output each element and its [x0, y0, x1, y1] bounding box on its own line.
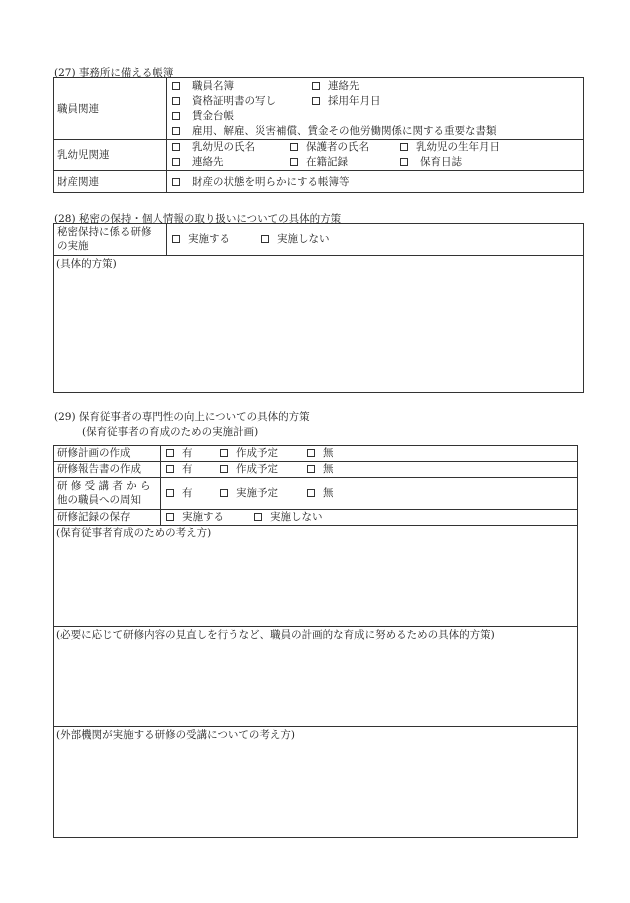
training-record-label: 研修記録の保存: [57, 511, 131, 523]
checkbox-item[interactable]: 作成予定: [220, 463, 278, 476]
checkbox-item[interactable]: 有: [166, 447, 193, 460]
checkbox-item[interactable]: 作成予定: [220, 447, 278, 460]
checkbox: [307, 449, 315, 457]
checkbox-item[interactable]: 保育日誌: [400, 156, 462, 169]
checkbox-item[interactable]: 実施予定: [220, 487, 278, 500]
checkbox: [166, 449, 174, 457]
development-approach-label: (保育従事者育成のための考え方): [56, 527, 212, 539]
checkbox: [172, 235, 180, 243]
checkbox: [312, 97, 320, 105]
checkbox: [261, 235, 269, 243]
checkbox: [307, 465, 315, 473]
checkbox: [307, 489, 315, 497]
asset-row-label: 財産関連: [57, 176, 99, 188]
checkbox: [172, 178, 180, 186]
checkbox: [254, 513, 262, 521]
checkbox-item[interactable]: 財産の状態を明らかにする帳簿等: [172, 176, 350, 189]
checkbox: [166, 513, 174, 521]
checkbox-item[interactable]: 無: [307, 447, 334, 460]
checkbox: [312, 82, 320, 90]
training-plan-label: 研修計画の作成: [57, 447, 131, 459]
development-approach-field[interactable]: [54, 540, 577, 625]
checkbox-item[interactable]: 乳幼児の生年月日: [400, 141, 500, 154]
checkbox: [172, 97, 180, 105]
checkbox: [166, 465, 174, 473]
checkbox-item[interactable]: 連絡先: [312, 80, 360, 93]
checkbox-item[interactable]: 雇用、解雇、災害補償、賃金その他労働関係に関する重要な書類: [172, 125, 497, 138]
checkbox-item[interactable]: 有: [166, 463, 193, 476]
checkbox-item[interactable]: 賃金台帳: [172, 110, 234, 123]
section-29-subheading: (保育従事者の育成のための実施計画): [82, 426, 259, 438]
section-27-table: [53, 77, 584, 193]
checkbox: [220, 449, 228, 457]
checkbox: [172, 143, 180, 151]
section-28-table: [53, 223, 584, 393]
checkbox: [220, 489, 228, 497]
checkbox-item[interactable]: 在籍記録: [290, 156, 348, 169]
checkbox-item[interactable]: 採用年月日: [312, 95, 381, 108]
checkbox-item[interactable]: 無: [307, 463, 334, 476]
checkbox: [290, 158, 298, 166]
share-with-staff-label-line2: 他の職員への周知: [57, 494, 141, 506]
checkbox-item[interactable]: 実施しない: [254, 511, 323, 524]
section-27-heading: (27) 事務所に備える帳簿: [54, 67, 174, 79]
checkbox: [172, 158, 180, 166]
checkbox-item[interactable]: 乳幼児の氏名: [172, 141, 255, 154]
checkbox: [172, 82, 180, 90]
share-with-staff-label: 研 修 受 講 者 か ら: [57, 480, 151, 492]
confidentiality-training-label: 秘密保持に係る研修: [57, 226, 152, 238]
section-29-heading: (29) 保育従事者の専門性の向上についての具体的方策: [54, 411, 310, 423]
checkbox: [172, 112, 180, 120]
section-28-heading: (28) 秘密の保持・個人情報の取り扱いについての具体的方策: [54, 213, 342, 225]
checkbox: [166, 489, 174, 497]
checkbox-item[interactable]: 職員名簿: [172, 80, 234, 93]
planned-development-field[interactable]: [54, 642, 577, 725]
checkbox-not-implement[interactable]: 実施しない: [261, 233, 330, 246]
checkbox: [290, 143, 298, 151]
checkbox-item[interactable]: 無: [307, 487, 334, 500]
specific-measures-label: (具体的方策): [56, 258, 117, 270]
checkbox-item[interactable]: 資格証明書の写し: [172, 95, 276, 108]
external-training-field[interactable]: [54, 742, 577, 837]
checkbox: [400, 158, 408, 166]
checkbox-item[interactable]: 保護者の氏名: [290, 141, 369, 154]
planned-development-label: (必要に応じて研修内容の見直しを行うなど、職員の計画的な育成に努めるための具体的方策): [56, 629, 495, 641]
checkbox: [172, 127, 180, 135]
checkbox: [220, 465, 228, 473]
checkbox-implement[interactable]: 実施する: [172, 233, 230, 246]
training-report-label: 研修報告書の作成: [57, 463, 141, 475]
section-29-table: [53, 445, 578, 838]
checkbox-item[interactable]: 有: [166, 487, 193, 500]
confidentiality-training-label-line2: の実施: [57, 240, 89, 252]
checkbox: [400, 143, 408, 151]
checkbox-item[interactable]: 実施する: [166, 511, 224, 524]
external-training-label: (外部機関が実施する研修の受講についての考え方): [56, 729, 295, 741]
checkbox-item[interactable]: 連絡先: [172, 156, 224, 169]
staff-row-label: 職員関連: [57, 103, 99, 115]
specific-measures-field[interactable]: [54, 271, 583, 392]
infant-row-label: 乳幼児関連: [57, 149, 110, 161]
